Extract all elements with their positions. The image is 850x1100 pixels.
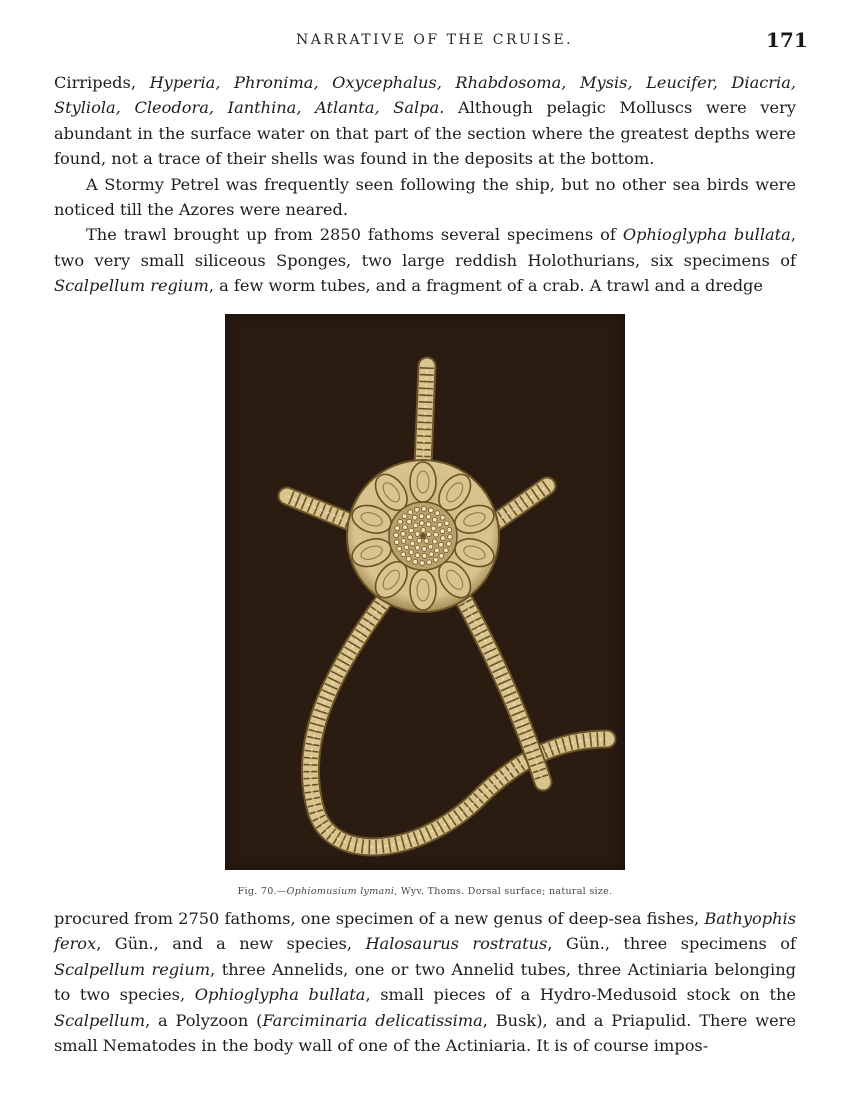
figure-brittle-star-plate (225, 314, 625, 870)
central-disc (347, 460, 499, 612)
arm-top (423, 366, 427, 464)
paragraph-pelagic-molluscs: Cirripeds, Hyperia, Phronima, Oxycephalus, Rhabdosoma, Mysis, Leucifer, Diacria, Styliola, Cleodora, Ianthina, Atlanta, Salpa. Although pelagic Molluscs were very abundant in the surface water on that part of the section where the greatest depths were found, not a trace of their shells was found in the deposits at the bottom. (54, 73, 797, 169)
page-header (0, 28, 850, 52)
arm-left (287, 496, 355, 524)
arm-lower-right (465, 602, 543, 782)
arm-lower-left (310, 599, 607, 847)
page-number: 171 (766, 28, 808, 52)
paragraph-stormy-petrel: A Stormy Petrel was frequently seen following the ship, but no other sea birds were noticed till the Azores were neared. (54, 174, 796, 220)
arm-right (490, 486, 547, 526)
paragraph-trawl-2750: procured from 2750 fathoms, one specimen of a new genus of deep-sea fishes, Bathyophis ferox, Gün., and a new species, Halosaurus rostratus, Gün., three specimens of Scalpellum regium, three Annelids, one or two Annelid tubes, three Actiniaria belonging to two species, Ophioglypha bullata, small pieces of a Hydro-Medusoid stock on the Scalpellum, a Polyzoon (Farciminaria delicatissima, Busk), and a Priapulid. There were small Nematodes in the body wall of one of the Actiniaria. It is of course impos- (54, 909, 796, 1056)
brittle-star-illustration (225, 314, 625, 870)
body-text-top (54, 70, 796, 299)
body-text-bottom (54, 906, 796, 1058)
paragraph-trawl-2850: The trawl brought up from 2850 fathoms several specimens of Ophioglypha bullata, two very small siliceous Sponges, two large reddish Holothurians, six specimens of Scalpellum regium, a few worm tubes, and a fragment of a crab. A trawl and a dredge (54, 225, 796, 296)
running-title: NARRATIVE OF THE CRUISE. (296, 32, 574, 48)
figure-caption: Fig. 70.—Ophiomusium lymani, Wyv. Thoms. Dorsal surface; natural size. (237, 886, 613, 897)
